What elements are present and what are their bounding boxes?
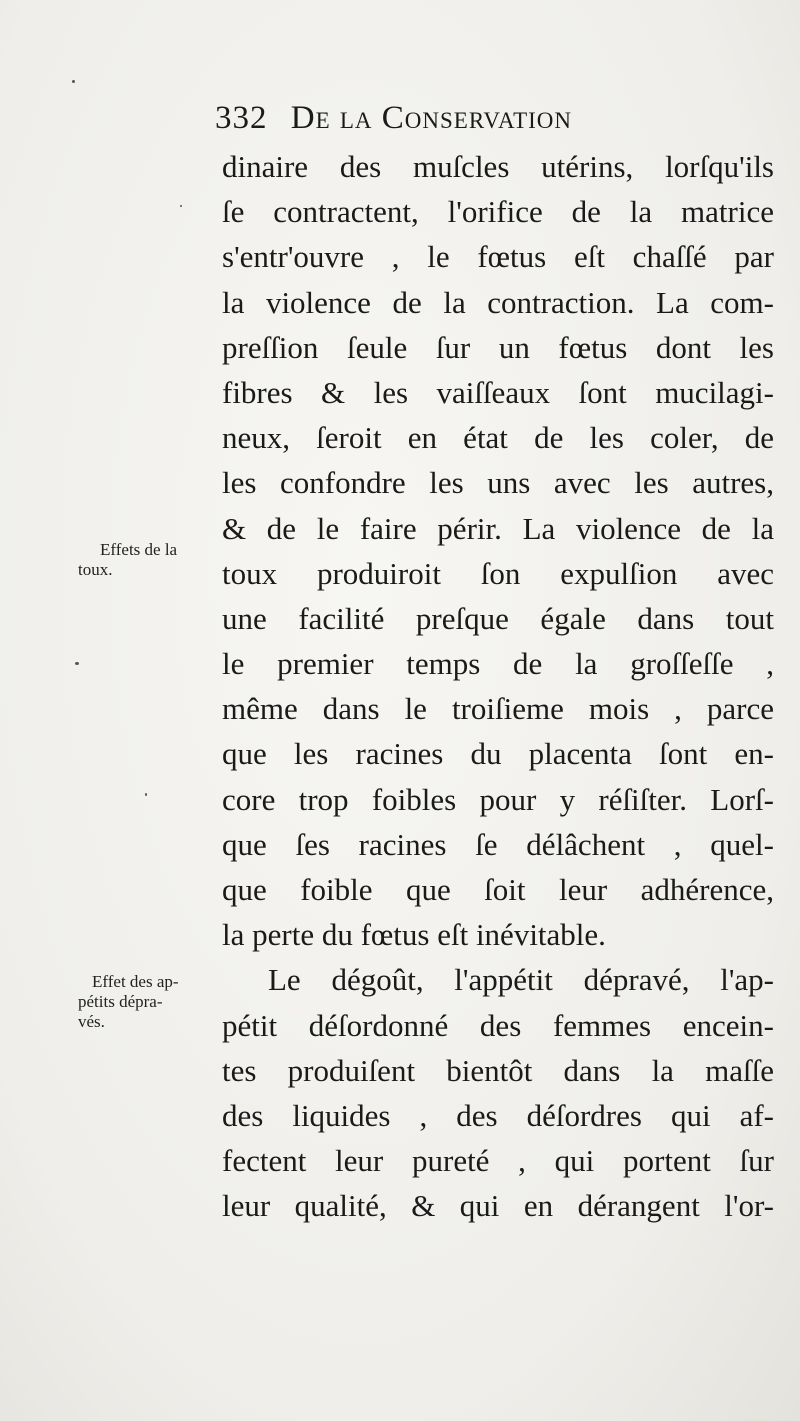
text-line: & de le faire périr. La violence de la: [222, 510, 774, 546]
text-line: neux, ſeroit en état de les coler, de: [222, 420, 774, 456]
margin-note-line: toux.: [78, 560, 113, 579]
text-line: leur qualité, & qui en dérangent l'or-: [222, 1188, 774, 1224]
text-line: ſe contractent, l'orifice de la matrice: [222, 194, 774, 230]
running-header: [215, 96, 695, 140]
text-line: preſſion ſeule ſur un fœtus dont les: [222, 329, 774, 365]
text-line: tes produiſent bientôt dans la maſſe: [222, 1052, 774, 1088]
margin-note-line: pétits dépra-: [78, 992, 163, 1011]
text-line: la perte du fœtus eſt inévitable.: [222, 917, 606, 953]
margin-note-line: vés.: [78, 1012, 105, 1031]
running-title: De la Conservation: [290, 100, 572, 136]
text-line: des liquides , des déſordres qui af-: [222, 1097, 774, 1133]
text-line: même dans le troiſieme mois , parce: [222, 691, 774, 727]
text-line: s'entr'ouvre , le fœtus eſt chaſſé par: [222, 239, 774, 275]
text-line: fectent leur pureté , qui portent ſur: [222, 1143, 774, 1179]
text-line: le premier temps de la groſſeſſe ,: [222, 646, 774, 682]
body-text: [222, 144, 774, 1229]
text-line: fibres & les vaiſſeaux ſont mucilagi-: [222, 374, 774, 410]
text-line: que foible que ſoit leur adhérence,: [222, 872, 774, 907]
margin-note-cough: [78, 540, 218, 580]
text-line: que les racines du placenta ſont en-: [222, 736, 774, 772]
text-line: la violence de la contraction. La com-: [222, 284, 774, 320]
margin-note-line: Effets de la: [100, 540, 178, 559]
page-number: 332: [215, 100, 268, 136]
text-line: pétit déſordonné des femmes encein-: [222, 1007, 774, 1043]
text-line: que ſes racines ſe délâchent , quel-: [222, 826, 774, 862]
text-line: core trop foibles pour y réſiſter. Lorſ-: [222, 781, 774, 817]
text-line: les confondre les uns avec les autres,: [222, 465, 774, 501]
margin-note-appetite: [78, 972, 220, 1032]
text-line: Le dégoût, l'appétit dépravé, l'ap-: [268, 962, 774, 998]
text-line: toux produiroit ſon expulſion avec: [222, 555, 774, 591]
text-line: une facilité preſque égale dans tout: [222, 600, 774, 636]
text-line: dinaire des muſcles utérins, lorſqu'ils: [222, 149, 774, 184]
margin-note-line: Effet des ap-: [92, 972, 179, 991]
